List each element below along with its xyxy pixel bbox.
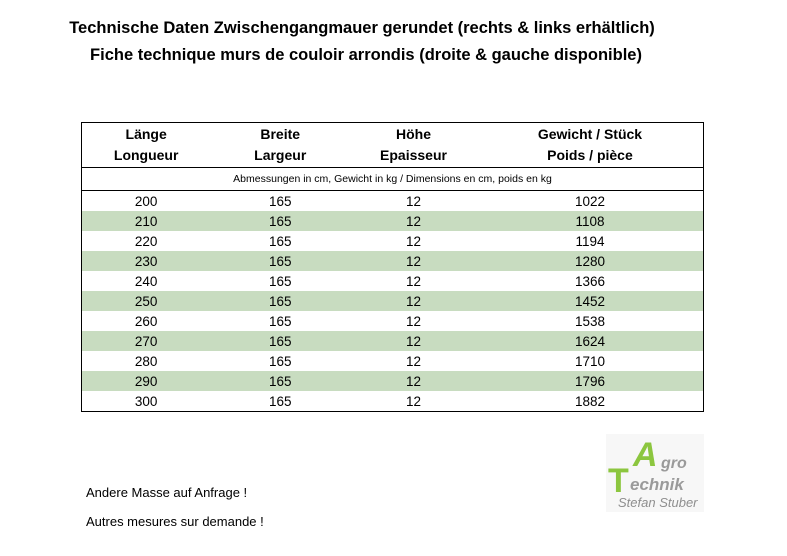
cell-weight: 1022 bbox=[477, 191, 704, 212]
cell-weight: 1280 bbox=[477, 251, 704, 271]
logo-letter-t: T bbox=[608, 462, 629, 500]
title-french: Fiche technique murs de couloir arrondis (droite & gauche disponible) bbox=[90, 46, 642, 64]
cell-weight: 1796 bbox=[477, 371, 704, 391]
title-german: Technische Daten Zwischengangmauer gerundet (rechts & links erhältlich) bbox=[69, 19, 655, 37]
cell-length: 200 bbox=[82, 191, 211, 212]
header-width bbox=[210, 123, 350, 168]
table-row bbox=[82, 271, 704, 291]
table-row bbox=[82, 231, 704, 251]
cell-height: 12 bbox=[350, 191, 477, 212]
cell-weight: 1108 bbox=[477, 211, 704, 231]
cell-weight: 1882 bbox=[477, 391, 704, 412]
header-weight-fr: Poids / pièce bbox=[547, 147, 633, 163]
cell-length: 210 bbox=[82, 211, 211, 231]
header-height-de: Höhe bbox=[396, 126, 431, 142]
table-row bbox=[82, 291, 704, 311]
cell-width: 165 bbox=[210, 391, 350, 412]
cell-length: 290 bbox=[82, 371, 211, 391]
header-weight-de: Gewicht / Stück bbox=[537, 126, 643, 142]
header-width-de: Breite bbox=[260, 126, 301, 142]
cell-weight: 1624 bbox=[477, 331, 704, 351]
units-note-row bbox=[82, 168, 704, 191]
header-width-fr: Largeur bbox=[254, 147, 307, 163]
cell-weight: 1366 bbox=[477, 271, 704, 291]
cell-weight: 1194 bbox=[477, 231, 704, 251]
table-row bbox=[82, 371, 704, 391]
agro-technik-logo bbox=[606, 434, 704, 512]
table-row bbox=[82, 211, 704, 231]
cell-width: 165 bbox=[210, 191, 350, 212]
footer-note-german: Andere Masse auf Anfrage ! bbox=[86, 485, 248, 500]
cell-height: 12 bbox=[350, 291, 477, 311]
cell-width: 165 bbox=[210, 291, 350, 311]
cell-width: 165 bbox=[210, 311, 350, 331]
cell-width: 165 bbox=[210, 231, 350, 251]
cell-height: 12 bbox=[350, 351, 477, 371]
header-weight bbox=[477, 123, 704, 168]
cell-height: 12 bbox=[350, 391, 477, 412]
footer-note-french: Autres mesures sur demande ! bbox=[86, 514, 264, 529]
cell-width: 165 bbox=[210, 271, 350, 291]
cell-height: 12 bbox=[350, 371, 477, 391]
cell-width: 165 bbox=[210, 251, 350, 271]
cell-weight: 1452 bbox=[477, 291, 704, 311]
table-header-row bbox=[82, 123, 704, 168]
cell-length: 300 bbox=[82, 391, 211, 412]
units-note: Abmessungen in cm, Gewicht in kg / Dimensions en cm, poids en kg bbox=[82, 168, 704, 191]
cell-length: 240 bbox=[82, 271, 211, 291]
table-row bbox=[82, 351, 704, 371]
table-row bbox=[82, 311, 704, 331]
cell-width: 165 bbox=[210, 351, 350, 371]
cell-length: 280 bbox=[82, 351, 211, 371]
logo-letter-a: A bbox=[633, 436, 658, 474]
table-row bbox=[82, 251, 704, 271]
cell-width: 165 bbox=[210, 331, 350, 351]
cell-height: 12 bbox=[350, 311, 477, 331]
cell-height: 12 bbox=[350, 271, 477, 291]
header-length-fr: Longueur bbox=[113, 147, 179, 163]
cell-length: 230 bbox=[82, 251, 211, 271]
cell-height: 12 bbox=[350, 251, 477, 271]
cell-length: 260 bbox=[82, 311, 211, 331]
table-body bbox=[82, 191, 704, 412]
cell-height: 12 bbox=[350, 211, 477, 231]
table-row bbox=[82, 391, 704, 412]
logo-text-echnik: echnik bbox=[630, 475, 684, 494]
cell-height: 12 bbox=[350, 331, 477, 351]
cell-length: 220 bbox=[82, 231, 211, 251]
cell-length: 270 bbox=[82, 331, 211, 351]
logo-text-gro: gro bbox=[661, 455, 687, 472]
table-row bbox=[82, 191, 704, 212]
cell-weight: 1538 bbox=[477, 311, 704, 331]
header-height-fr: Epaisseur bbox=[380, 147, 447, 163]
cell-length: 250 bbox=[82, 291, 211, 311]
table-row bbox=[82, 331, 704, 351]
cell-weight: 1710 bbox=[477, 351, 704, 371]
logo-text-stefan-stuber: Stefan Stuber bbox=[618, 495, 698, 510]
header-height bbox=[350, 123, 477, 168]
header-length-de: Länge bbox=[125, 126, 167, 142]
spec-table bbox=[81, 122, 704, 412]
cell-height: 12 bbox=[350, 231, 477, 251]
cell-width: 165 bbox=[210, 371, 350, 391]
cell-width: 165 bbox=[210, 211, 350, 231]
header-length bbox=[82, 123, 211, 168]
